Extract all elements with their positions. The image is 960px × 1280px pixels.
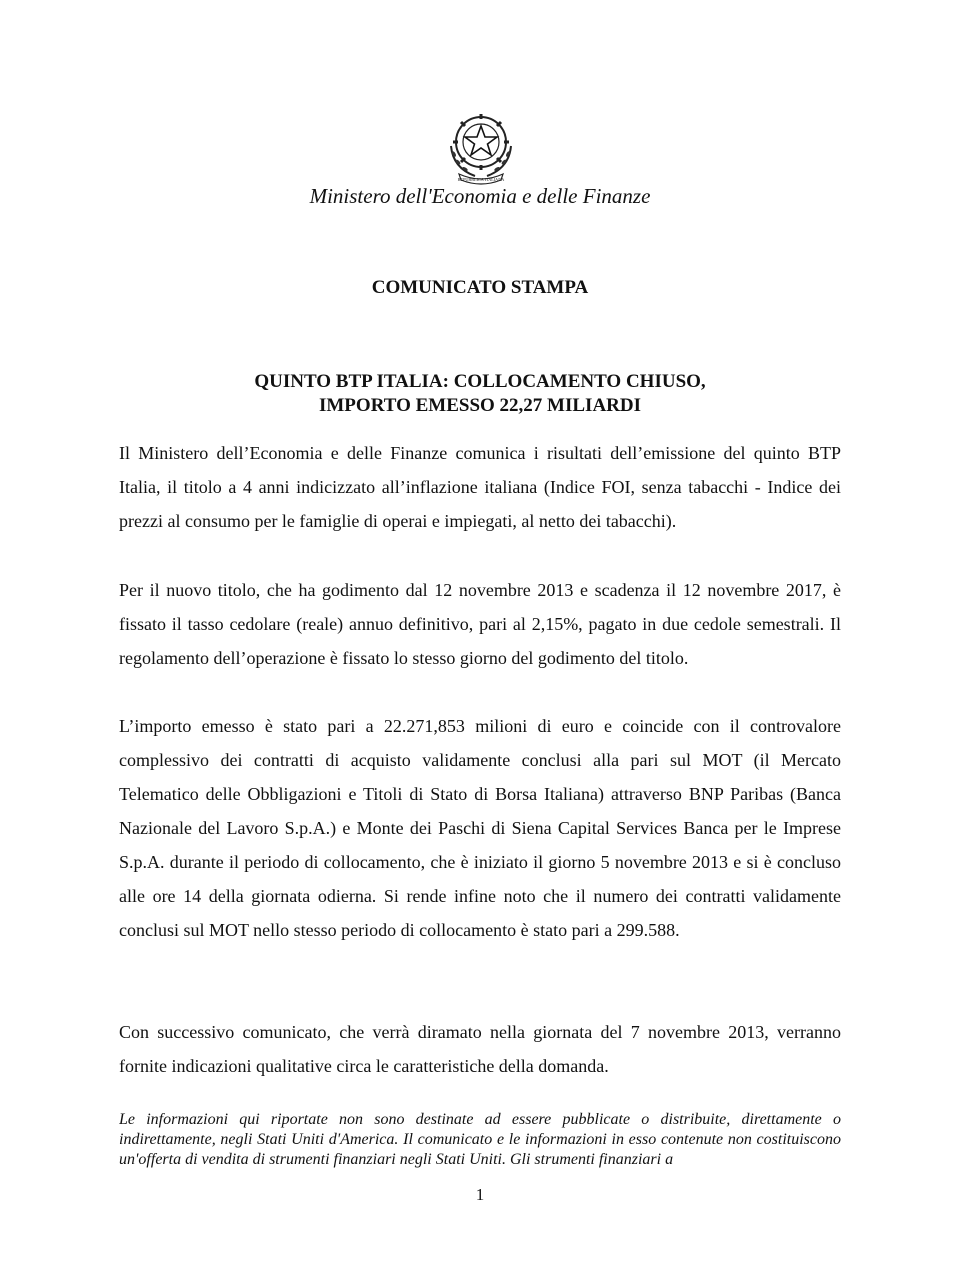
headline-line-1: QUINTO BTP ITALIA: COLLOCAMENTO CHIUSO, xyxy=(254,371,706,392)
page-number: 1 xyxy=(475,1185,485,1204)
paragraph-text: Per il nuovo titolo, che ha godimento dal 12 novembre 2013 e scadenza il 12 novembre 2017, è fissato il tasso cedolare (reale) annuo definitivo, pari al 2,15%, pagato in due cedole semestrali. Il regolamento dell’operazione è fissato lo stesso giorno del godimento del titolo. xyxy=(119,580,841,668)
paragraph-4 xyxy=(119,1015,841,1083)
legal-disclaimer: Le informazioni qui riportate non sono destinate ad essere pubblicate o distribuite, direttamente o indirettamente, negli Stati Uniti d'America. Il comunicato e le informazioni in esso contenute non costituiscono un'offerta di vendita di strumenti finanziari negli Stati Uniti. Gli strumenti finanziari a xyxy=(119,1111,841,1168)
paragraph-text: Con successivo comunicato, che verrà diramato nella giornata del 7 novembre 2013, verranno fornite indicazioni qualitative circa le caratteristiche della domanda. xyxy=(119,1022,841,1076)
paragraph-1 xyxy=(119,436,841,538)
paragraph-text: Il Ministero dell’Economia e delle Finanze comunica i risultati dell’emissione del quinto BTP Italia, il titolo a 4 anni indicizzato all’inflazione italiana (Indice FOI, senza tabacchi - Indice dei prezzi al consumo per le famiglie di operai e impiegati, al netto dei tabacchi). xyxy=(119,443,841,531)
italian-republic-emblem-icon xyxy=(441,106,521,186)
headline-line-2: IMPORTO EMESSO 22,27 MILIARDI xyxy=(318,395,642,416)
headline xyxy=(0,370,960,418)
emblem-ribbon-text: REPUBBLICA ITALIANA xyxy=(457,177,505,182)
paragraph-text: L’importo emesso è stato pari a 22.271,853 milioni di euro e coincide con il controvalore complessivo dei contratti di acquisto validamente conclusi alla pari sul MOT (il Mercato Telematico delle Obbligazioni e Titoli di Stato di Borsa Italiana) attraverso BNP Paribas (Banca Nazionale del Lavoro S.p.A.) e Monte dei Paschi di Siena Capital Services Banca per le Imprese S.p.A. durante il periodo di collocamento, che è iniziato il giorno 5 novembre 2013 e si è concluso alle ore 14 della giornata odierna. Si rende infine noto che il numero dei contratti validamente conclusi sul MOT nello stesso periodo di collocamento è stato pari a 299.588. xyxy=(119,716,841,940)
paragraph-3 xyxy=(119,709,841,947)
ministry-name: Ministero dell'Economia e delle Finanze xyxy=(309,184,651,208)
paragraph-2 xyxy=(119,573,841,675)
document-label: COMUNICATO STAMPA xyxy=(371,277,589,298)
